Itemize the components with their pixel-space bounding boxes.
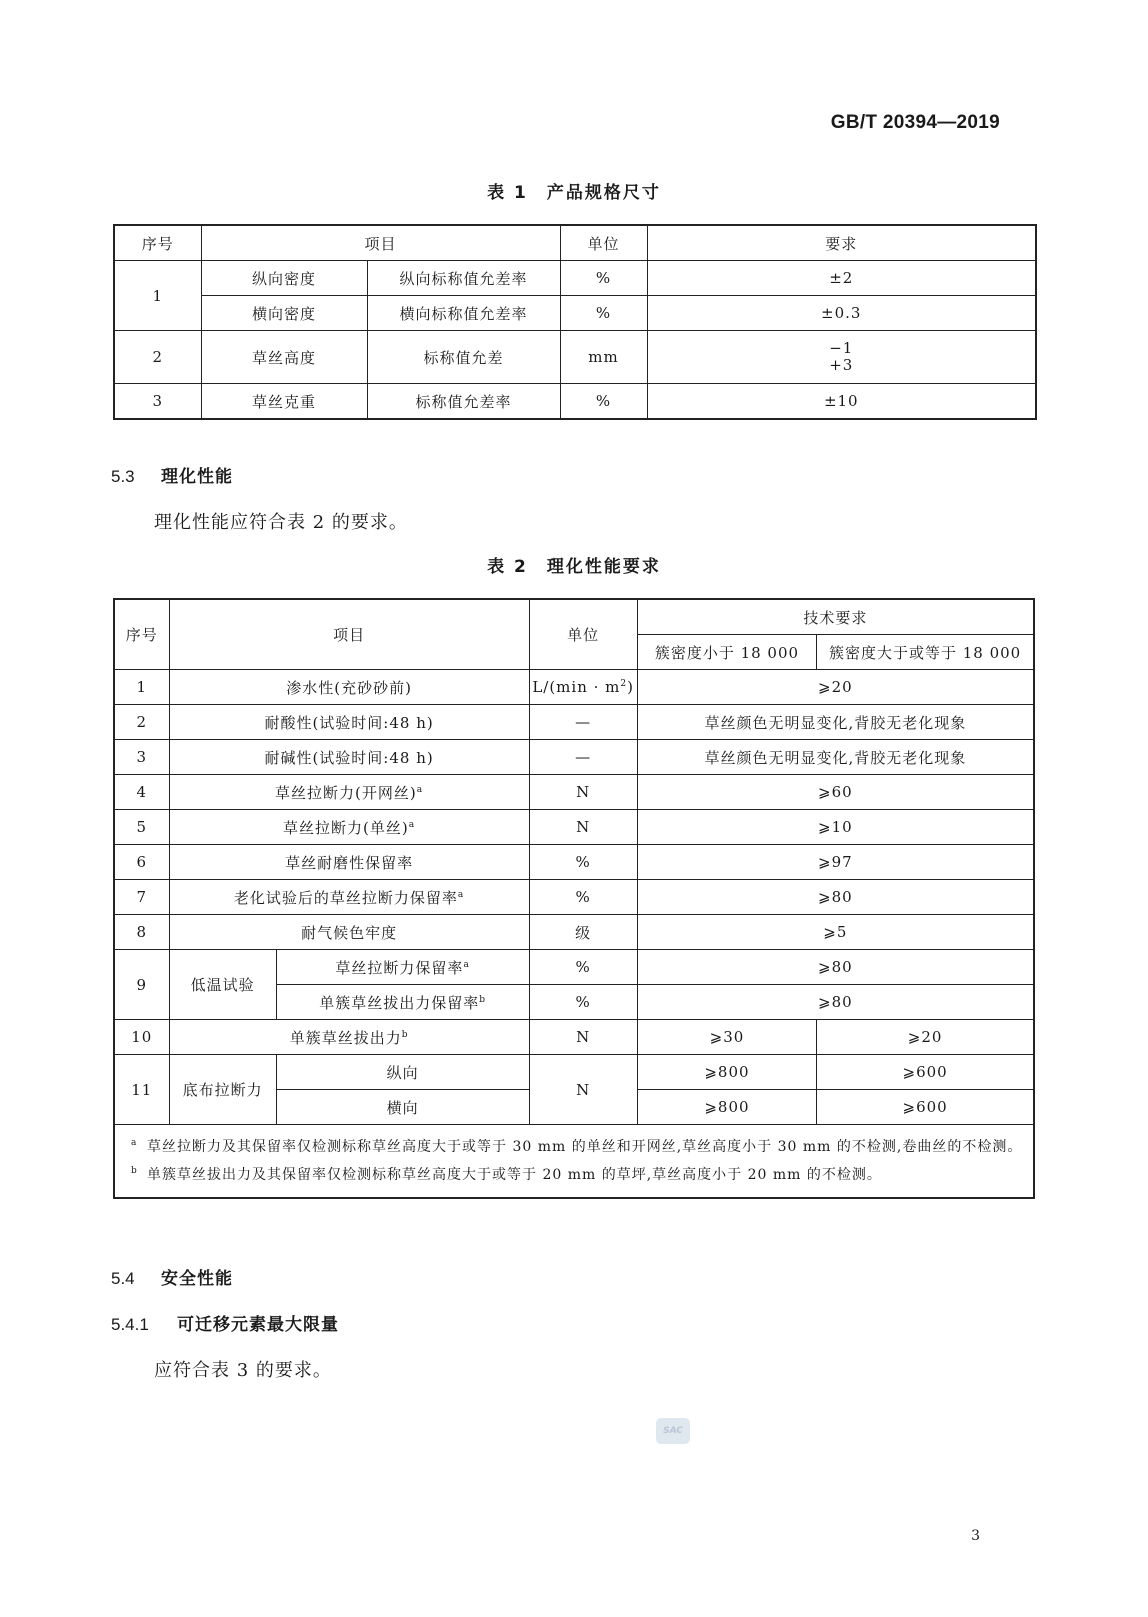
table2-unit: N <box>529 775 637 810</box>
item-text: 草丝拉断力(单丝) <box>283 818 409 837</box>
unit-text: L/(min · m <box>532 678 621 696</box>
page-number: 3 <box>971 1528 980 1544</box>
table2 <box>113 598 1035 1199</box>
table2-item <box>276 985 529 1020</box>
item-text: 单簇草丝拔出力 <box>289 1028 402 1047</box>
item-text: 草丝拉断力保留率 <box>335 958 464 977</box>
table2-item <box>169 880 529 915</box>
table1-item: 草丝克重 <box>201 384 367 420</box>
footnote-mark: b <box>479 994 486 1005</box>
table1-item: 草丝高度 <box>201 331 367 384</box>
section-number: 5.4 <box>111 1269 135 1288</box>
sac-watermark-icon: SAC <box>656 1418 690 1444</box>
tolerance-upper: +3 <box>829 356 854 374</box>
table2-item: 横向 <box>276 1090 529 1125</box>
table-row <box>114 810 1034 845</box>
table2-unit: % <box>529 985 637 1020</box>
table2-unit: — <box>529 740 637 775</box>
table1-caption: 表 1 产品规格尺寸 <box>487 183 661 203</box>
section-5-4-heading <box>111 1264 233 1289</box>
table1-header-item: 项目 <box>201 225 560 261</box>
table2-notes <box>114 1125 1034 1199</box>
section-5-3-heading <box>111 462 233 487</box>
table1-req: ±2 <box>647 261 1036 296</box>
table2-item <box>169 1020 529 1055</box>
footnote-mark: a <box>416 784 424 795</box>
table2-seq: 5 <box>114 810 169 845</box>
section-title: 可迁移元素最大限量 <box>177 1315 339 1335</box>
table1-unit: % <box>560 261 647 296</box>
table2-req: ⩾80 <box>637 880 1034 915</box>
table1-sub-item: 纵向标称值允差率 <box>367 261 560 296</box>
table-row <box>114 740 1034 775</box>
table1-item: 横向密度 <box>201 296 367 331</box>
table2-req: ⩾60 <box>637 775 1034 810</box>
table-row <box>114 331 1036 384</box>
table2-group: 底布拉断力 <box>169 1055 276 1125</box>
table-row <box>114 775 1034 810</box>
table1-item: 纵向密度 <box>201 261 367 296</box>
footnote-mark: a <box>131 1138 138 1148</box>
table2-unit: N <box>529 1020 637 1055</box>
table1-req: ±0.3 <box>647 296 1036 331</box>
table2-item <box>169 775 529 810</box>
table2-header-unit: 单位 <box>529 599 637 670</box>
table1-req: ±10 <box>647 384 1036 420</box>
item-text: 单簇草丝拔出力保留率 <box>319 993 480 1012</box>
table2-req-a: ⩾30 <box>637 1020 817 1055</box>
table2-item: 纵向 <box>276 1055 529 1090</box>
table2-req: ⩾80 <box>637 985 1034 1020</box>
table-row <box>114 261 1036 296</box>
table2-req: ⩾20 <box>637 670 1034 705</box>
section-5-3-text: 理化性能应符合表 2 的要求。 <box>154 512 408 533</box>
table2-req-b: ⩾20 <box>817 1020 1034 1055</box>
table2-seq: 2 <box>114 705 169 740</box>
table2-group: 低温试验 <box>169 950 276 1020</box>
table1-sub-item: 标称值允差率 <box>367 384 560 420</box>
table1-header-seq: 序号 <box>114 225 201 261</box>
table2-unit: — <box>529 705 637 740</box>
table2-header-row <box>114 599 1034 635</box>
table-row <box>114 384 1036 420</box>
table2-seq: 6 <box>114 845 169 880</box>
table2-req-a: ⩾800 <box>637 1090 817 1125</box>
table1-unit: % <box>560 296 647 331</box>
table2-req: ⩾10 <box>637 810 1034 845</box>
table2-unit <box>529 670 637 705</box>
table2-header-tech: 技术要求 <box>637 599 1034 635</box>
table2-seq: 3 <box>114 740 169 775</box>
table1-header-unit: 单位 <box>560 225 647 261</box>
section-number: 5.4.1 <box>111 1315 149 1334</box>
table-row <box>114 670 1034 705</box>
section-5-4-1-text: 应符合表 3 的要求。 <box>154 1360 332 1381</box>
table-row <box>114 950 1034 985</box>
table1-sub-item: 标称值允差 <box>367 331 560 384</box>
table1-req <box>647 331 1036 384</box>
table-row <box>114 915 1034 950</box>
footnote-mark: a <box>457 889 465 900</box>
table2-req: 草丝颜色无明显变化,背胶无老化现象 <box>637 740 1034 775</box>
section-number: 5.3 <box>111 467 135 486</box>
table1-header-requirement: 要求 <box>647 225 1036 261</box>
unit-tail: ) <box>627 678 634 696</box>
table2-seq: 1 <box>114 670 169 705</box>
table2-seq: 9 <box>114 950 169 1020</box>
table2-unit: 级 <box>529 915 637 950</box>
table2-item <box>169 810 529 845</box>
table2-header-seq: 序号 <box>114 599 169 670</box>
table1-seq: 3 <box>114 384 201 420</box>
standard-number: GB/T 20394—2019 <box>830 112 1000 133</box>
table2-unit: % <box>529 845 637 880</box>
table2-req-b: ⩾600 <box>817 1090 1034 1125</box>
table-row <box>114 880 1034 915</box>
table1-sub-item: 横向标称值允差率 <box>367 296 560 331</box>
table2-seq: 8 <box>114 915 169 950</box>
table1-seq: 1 <box>114 261 201 331</box>
table-row <box>114 845 1034 880</box>
footnote-mark: a <box>463 959 470 970</box>
footnote-mark: b <box>401 1029 409 1040</box>
table1-header-row <box>114 225 1036 261</box>
table-row <box>114 1020 1034 1055</box>
table2-unit: % <box>529 950 637 985</box>
table1-seq: 2 <box>114 331 201 384</box>
footnote-text: 草丝拉断力及其保留率仅检测标称草丝高度大于或等于 30 mm 的单丝和开网丝,草丝高度小于 30 mm 的不检测,卷曲丝的不检测。 <box>147 1139 1023 1155</box>
section-title: 理化性能 <box>161 467 233 487</box>
table-row <box>114 705 1034 740</box>
section-title: 安全性能 <box>161 1269 233 1289</box>
table-row <box>114 1055 1034 1090</box>
table2-header-col-b: 簇密度大于或等于 18 000 <box>817 635 1034 670</box>
table2-req: 草丝颜色无明显变化,背胶无老化现象 <box>637 705 1034 740</box>
table2-seq: 11 <box>114 1055 169 1125</box>
table2-item: 渗水性(充砂砂前) <box>169 670 529 705</box>
table2-req: ⩾97 <box>637 845 1034 880</box>
section-5-4-1-heading <box>111 1310 339 1335</box>
item-text: 草丝拉断力(开网丝) <box>275 783 417 802</box>
table2-header-item: 项目 <box>169 599 529 670</box>
table2-item: 草丝耐磨性保留率 <box>169 845 529 880</box>
footnote-a <box>131 1133 1023 1161</box>
unit-superscript: 2 <box>620 679 628 689</box>
table2-req-a: ⩾800 <box>637 1055 817 1090</box>
table2-unit: % <box>529 880 637 915</box>
table2-item: 耐气候色牢度 <box>169 915 529 950</box>
table2-req: ⩾80 <box>637 950 1034 985</box>
table2-unit: N <box>529 1055 637 1125</box>
table1 <box>113 224 1037 420</box>
table2-notes-row <box>114 1125 1034 1199</box>
table2-seq: 7 <box>114 880 169 915</box>
table2-item: 耐碱性(试验时间:48 h) <box>169 740 529 775</box>
table2-seq: 4 <box>114 775 169 810</box>
table2-unit: N <box>529 810 637 845</box>
table2-caption: 表 2 理化性能要求 <box>487 557 661 577</box>
table2-req: ⩾5 <box>637 915 1034 950</box>
footnote-text: 单簇草丝拔出力及其保留率仅检测标称草丝高度大于或等于 20 mm 的草坪,草丝高度小于 20 mm 的不检测。 <box>147 1167 882 1183</box>
item-text: 老化试验后的草丝拉断力保留率 <box>233 888 458 907</box>
footnote-mark: b <box>131 1166 138 1176</box>
table1-unit: % <box>560 384 647 420</box>
table2-header-col-a: 簇密度小于 18 000 <box>637 635 817 670</box>
footnote-mark: a <box>408 819 416 830</box>
table1-unit: mm <box>560 331 647 384</box>
table2-item <box>276 950 529 985</box>
table2-seq: 10 <box>114 1020 169 1055</box>
table2-req-b: ⩾600 <box>817 1055 1034 1090</box>
table2-item: 耐酸性(试验时间:48 h) <box>169 705 529 740</box>
tolerance-lower: −1 <box>829 339 854 357</box>
footnote-b <box>131 1161 1023 1189</box>
table-row <box>114 296 1036 331</box>
